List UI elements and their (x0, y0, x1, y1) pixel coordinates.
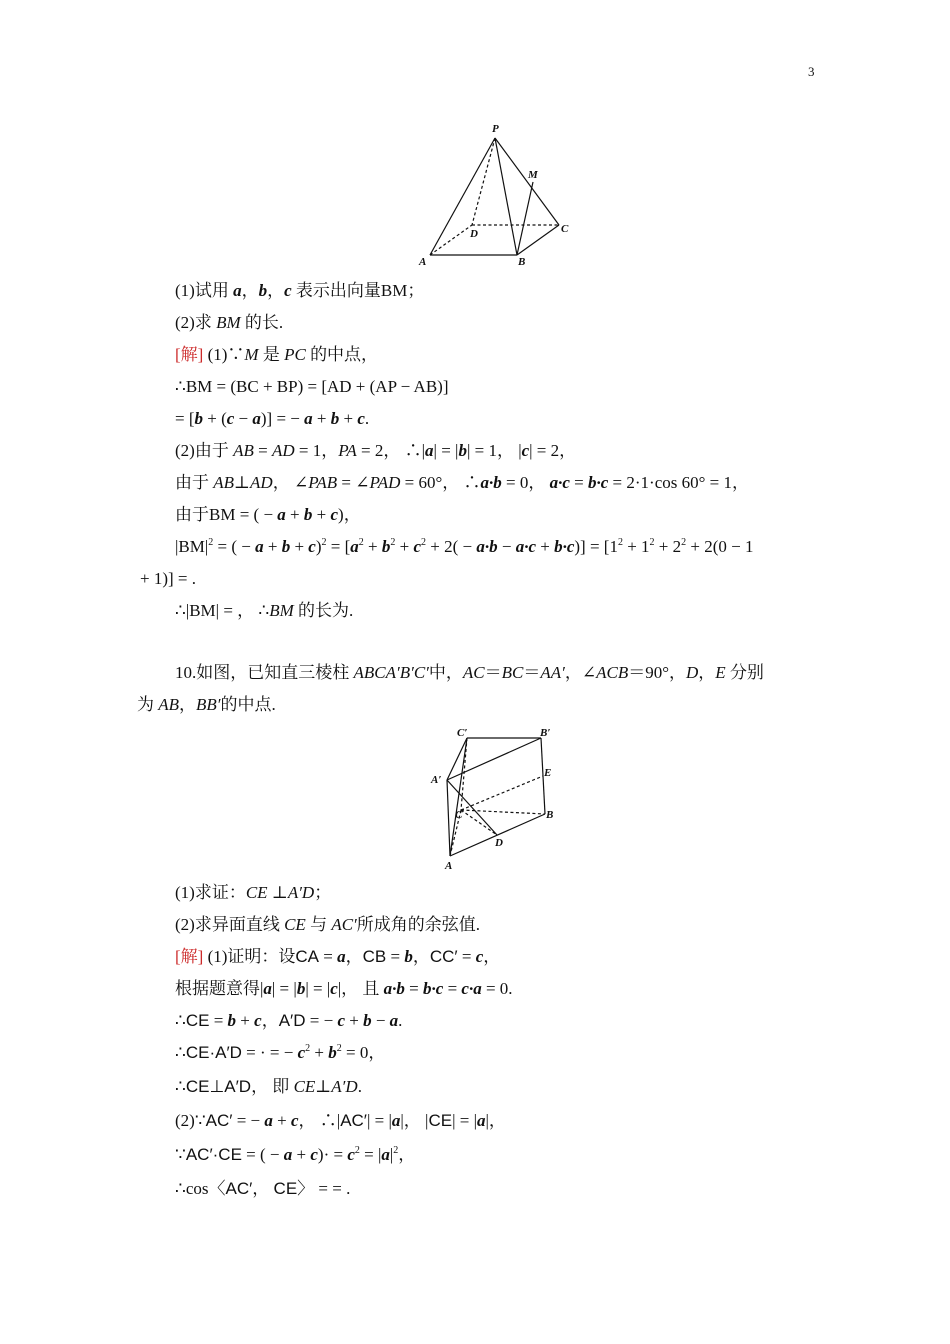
p10-solution-line-1: [解] (1)证明：设CA = a，CB = b，CC′ = c， (175, 947, 501, 966)
label-a-prime: A′ (431, 774, 442, 786)
label-p: P (492, 123, 499, 135)
p10-stem-line-2: 为 AB，BB′的中点. (137, 695, 276, 714)
label-b: B (518, 256, 526, 268)
page-number: 3 (808, 64, 815, 79)
p9-solution-line-7: $|BM|^2$ = ( − $a + b + c)^2 = [a^2 + b^2 + c^2 + 2( - a\cdot b - a\cdot c + b\cdot c)] = [1^2 + 1^2 + 2^2 + 2(0 - 1$ (175, 537, 754, 556)
label-c: C (455, 809, 463, 821)
p10-solution-line-4: ∴CE·A′D = · = − $c^2 + b^2 = 0$， (175, 1043, 386, 1062)
p9-solution-line-9: ∴|BM| = ， ∴BM 的长为. (175, 601, 354, 620)
p9-solution-line-3: = [b + (c − a)] = − a + b + c. (175, 409, 370, 428)
label-d: D (470, 228, 478, 240)
p10-solution-line-2: 根据题意得|a| = |b| = |c|， 且 a·b = b·c = c·a = 0. (175, 979, 513, 998)
p9-question-1: (1)试用 a，b，c 表示出向量BM； (175, 281, 425, 300)
p9-solution-line-8: + 1)] = . (140, 569, 196, 588)
p10-stem-line-1: 10.如图，已知直三棱柱 ABCA′B′C′中，AC＝BC＝AA′，∠ACB＝90°，D，E 分别 (175, 663, 764, 682)
pyramid-figure (410, 118, 580, 273)
prism-figure (425, 720, 565, 872)
label-c-prime: C′ (457, 727, 468, 739)
label-a: A (445, 860, 453, 872)
solution-tag: [解] (175, 345, 204, 364)
p10-solution-line-7: ∵AC′·CE = ( − $a + c)\cdot = c^2 = |a|^2$， (175, 1145, 416, 1164)
label-a: A (419, 256, 427, 268)
label-b: B (546, 809, 554, 821)
label-b-prime: B′ (540, 727, 551, 739)
p10-solution-line-6: (2)∵AC′ = − a + c， ∴|AC′| = |a|， |CE| = |a|， (175, 1111, 506, 1130)
p9-solution-line-2: ∴BM = (BC + BP) = [AD + (AP − AB)] (175, 377, 449, 396)
p10-solution-line-8: ∴cos〈AC′， CE〉 = = . (175, 1179, 351, 1198)
label-d: D (495, 837, 503, 849)
p9-solution-line-1: [解] (1)∵M 是 PC 的中点， (175, 345, 379, 364)
solution-tag: [解] (175, 947, 204, 966)
p9-solution-line-5: 由于 AB⊥AD， ∠PAB = ∠PAD = 60°， ∴a·b = 0， a·c = b·c = 2·1·cos 60° = 1， (175, 473, 750, 492)
label-c: C (561, 223, 569, 235)
label-e: E (544, 767, 552, 779)
p9-solution-line-6: 由于BM = ( − a + b + c)， (175, 505, 361, 524)
p10-question-1: (1)求证：CE ⊥A′D； (175, 883, 332, 902)
label-m: M (528, 169, 538, 181)
p10-solution-line-5: ∴CE⊥A′D， 即 CE⊥A′D. (175, 1077, 362, 1096)
p10-solution-line-3: ∴CE = b + c，A′D = − c + b − a. (175, 1011, 403, 1030)
p9-question-2: (2)求 BM 的长. (175, 313, 284, 332)
p9-solution-line-4: (2)由于 AB = AD = 1，PA = 2， ∴|a| = |b| = 1， |c| = 2， (175, 441, 577, 460)
p10-question-2: (2)求异面直线 CE 与 AC′所成角的余弦值. (175, 915, 481, 934)
